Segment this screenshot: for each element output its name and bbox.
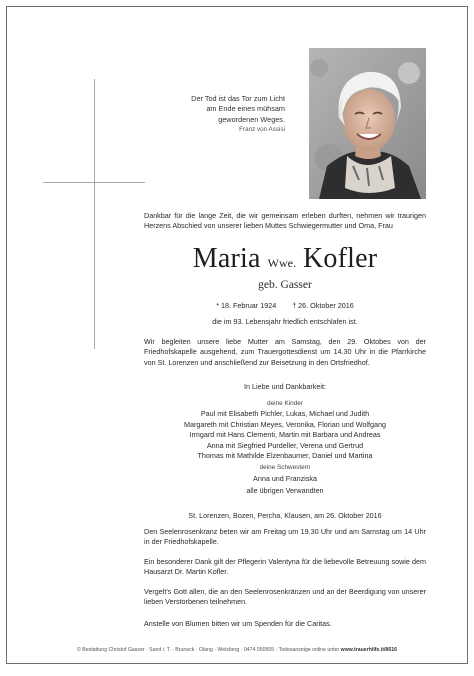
child-line-1: Paul mit Elisabeth Pichler, Lukas, Michael und Judith (200, 409, 370, 419)
last-name: Kofler (302, 243, 378, 274)
cross-horizontal-line (43, 182, 145, 183)
note-thanks-carer: Ein besonderer Dank gilt der Pflegerin Valentyna für die liebevolle Betreuung sowie dem Hausarzt Dr. Martin Kofler. (144, 557, 426, 577)
portrait-photo (309, 48, 426, 199)
quote-line-1: Der Tod ist das Tor zum Licht (191, 94, 285, 103)
obituary-card (6, 6, 468, 664)
maiden-name: geb. Gasser (258, 279, 312, 291)
service-text: Wir begleiten unsere liebe Mutter am Samstag, den 29. Oktobes von der Friedhofskapelle ausgehend, zum Trauergottesdienst um 14.30 Uhr in die Pfarrkirche von St. Lorenzen und anschließend zur Beisetzung in den Ortsfriedhof. (144, 337, 426, 367)
note-donations: Anstelle von Blumen bitten wir um Spenden für die Caritas. (144, 619, 332, 628)
quote-line-2: am Ende eines mühsam (206, 104, 285, 114)
death-date: † 26. Oktober 2016 (292, 301, 354, 310)
deceased-name (144, 243, 426, 275)
quote-line-3: gewordenen Weges. (218, 114, 285, 124)
child-line-2: Margareth mit Christian Meyes, Veronika, Florian und Wolfgang (183, 419, 386, 429)
footer (17, 647, 457, 653)
place-date: St. Lorenzen, Bozen, Percha, Klausen, am 26. Oktober 2016 (188, 511, 382, 520)
relatives-line: alle übrigen Verwandten (246, 486, 324, 496)
children-label: deine Kinder (267, 400, 303, 407)
sisters-names: Anna und Franziska (253, 473, 317, 483)
note-rosary: Den Seelenrosenkranz beten wir am Freitag um 19.30 Uhr und am Samstag um 14 Uhr in der Friedhofskapelle. (144, 527, 426, 547)
footer-link[interactable]: www.trauerhilfe.it/8616 (340, 647, 397, 653)
footer-text: © Bestattung Christof Gasser · Sand i. T. · Bruneck · Olang · Welsberg · 0474 050505 · Todesanzeige online unter (77, 647, 340, 653)
child-line-5: Thomas mit Mathilde Elzenbaumer, Daniel und Martina (197, 451, 373, 461)
child-line-4: Anna mit Siegfried Purdeller, Verena und Gertrud (206, 440, 364, 450)
first-name: Maria (192, 243, 261, 274)
birth-date: * 18. Februar 1924 (216, 301, 277, 310)
note-gratitude: Vergelt's Gott allen, die an den Seelenrosenkränzen und an der Beerdigung von unserer lieben Verstorbenen teilnehmen. (144, 587, 426, 607)
widow-title: Wwe. (267, 256, 296, 270)
quote-author: Franz von Assisi (239, 125, 285, 133)
mourners-heading: In Liebe und Dankbarkeit: (244, 382, 326, 391)
mourners-list (144, 399, 426, 497)
intro-text: Dankbar für die lange Zeit, die wir gemeinsam erleben durften, nehmen wir traurigen Herzens Abschied von unserer lieben Muttes Schwiegermutter und Oma, Frau (144, 211, 426, 231)
sisters-label: deine Schwestern (259, 464, 311, 472)
child-line-3: Irmgard mit Hans Clementi, Martin mit Barbara und Andreas (189, 430, 381, 440)
life-dates (144, 301, 426, 310)
quote-block (155, 94, 285, 135)
portrait-image (309, 48, 426, 199)
cross-vertical-line (94, 79, 95, 349)
age-line: die im 93. Lebensjahr friedlich entschlafen ist. (212, 317, 358, 326)
